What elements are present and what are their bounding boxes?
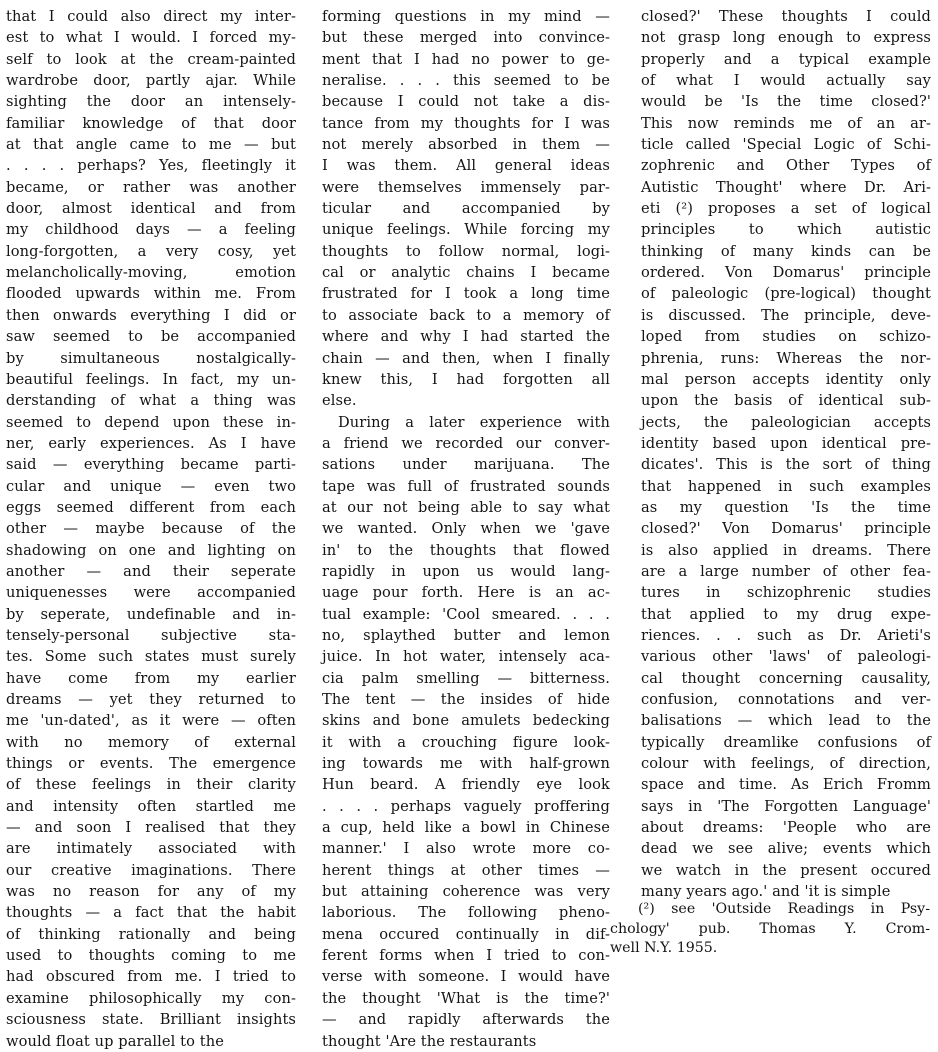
- text-line: ing towards me with half-grown: [322, 755, 610, 773]
- text-line: neralise. . . . this seemed to be: [322, 72, 610, 90]
- text-line: verse with someone. I would have: [322, 968, 610, 986]
- text-line: but attaining coherence was very: [322, 883, 610, 901]
- text-line: loped from studies on schizo-: [641, 328, 931, 346]
- text-line: uage pour forth. Here is an ac-: [322, 584, 610, 602]
- text-line: mal person accepts identity only: [641, 370, 931, 388]
- text-line: confusion, connotations and ver-: [641, 691, 931, 708]
- text-line: eggs seemed different from each: [6, 498, 296, 516]
- text-line: ner, early experiences. As I have: [6, 434, 296, 452]
- text-line: about dreams: 'People who are: [641, 819, 931, 837]
- text-line: skins and bone amulets bedecking: [322, 712, 610, 730]
- text-line: seemed to depend upon these in-: [6, 413, 296, 431]
- text-line: of these feelings in their clarity: [6, 776, 296, 794]
- text-column-2: [322, 6, 610, 1052]
- text-line: familiar knowledge of that door: [6, 114, 296, 132]
- text-line: it with a crouching figure look-: [322, 733, 610, 751]
- text-line: because I could not take a dis-: [322, 93, 610, 111]
- text-line: but these merged into convince-: [322, 29, 610, 47]
- text-line: thought 'Are the restaurants: [322, 1032, 537, 1050]
- text-line: . . . . perhaps? Yes, fleetingly it: [6, 157, 296, 175]
- text-line: cular and unique — even two: [6, 477, 296, 495]
- text-line: not merely absorbed in them —: [322, 136, 610, 154]
- text-line: that happened in such examples: [641, 477, 931, 495]
- text-line: other — maybe because of the: [6, 520, 296, 538]
- text-line: says in 'The Forgotten Language': [641, 797, 931, 815]
- text-line: used to thoughts coming to me: [6, 947, 296, 965]
- text-line: unique feelings. While forcing my: [322, 221, 610, 239]
- text-line: had obscured from me. I tried to: [6, 968, 296, 986]
- text-line: juice. In hot water, intensely aca-: [322, 648, 610, 666]
- footnote-line: well N.Y. 1955.: [610, 940, 718, 956]
- text-line: . . . . perhaps vaguely proffering: [322, 797, 610, 815]
- text-line: saw seemed to be accompanied: [6, 328, 296, 346]
- text-line: thinking of many kinds can be: [641, 242, 931, 260]
- text-column-1: [6, 6, 296, 1052]
- text-line: we watch in the present occured: [641, 861, 931, 879]
- text-line: was no reason for any of my: [6, 883, 296, 901]
- text-line: sighting the door an intensely-: [6, 93, 296, 111]
- text-line: said — everything became parti-: [6, 456, 296, 474]
- text-line: became, or rather was another: [6, 178, 296, 196]
- text-line: of what I would actually say: [641, 72, 931, 90]
- text-line: properly and a typical example: [641, 50, 931, 68]
- text-line: identity based upon identical pre-: [641, 434, 931, 452]
- text-line: manner.' I also wrote more co-: [322, 840, 610, 858]
- text-line: flooded upwards within me. From: [6, 285, 296, 303]
- text-line: rapidly in upon us would lang-: [322, 562, 610, 580]
- text-line: Hun beard. A friendly eye look: [322, 776, 610, 794]
- text-line: The tent — the insides of hide: [322, 691, 610, 708]
- text-line: This now reminds me of an ar-: [641, 114, 931, 132]
- text-line: is discussed. The principle, deve-: [641, 306, 931, 324]
- footnote-line: (²) see 'Outside Readings in Psy-: [638, 901, 930, 917]
- text-line: thoughts — a fact that the habit: [6, 904, 296, 922]
- text-line: Autistic Thought' where Dr. Ari-: [641, 178, 931, 196]
- text-line: upon the basis of identical sub-: [641, 392, 931, 410]
- text-column-3: [641, 6, 931, 902]
- text-line: colour with feelings, of direction,: [641, 755, 931, 773]
- text-line: examine philosophically my con-: [6, 989, 296, 1007]
- text-line: phrenia, runs: Whereas the nor-: [641, 349, 931, 367]
- text-line: principles to which autistic: [641, 221, 931, 239]
- text-line: ticle called 'Special Logic of Schi-: [641, 136, 931, 154]
- text-line: a cup, held like a bowl in Chinese: [322, 819, 610, 837]
- text-line: were themselves immensely par-: [322, 178, 610, 196]
- text-line: tual example: 'Cool smeared. . . .: [322, 605, 610, 623]
- text-line: I was them. All general ideas: [322, 157, 610, 175]
- text-line: at that angle came to me — but: [6, 136, 296, 154]
- text-line: derstanding of what a thing was: [6, 392, 296, 410]
- text-line: that applied to my drug expe-: [641, 605, 931, 623]
- text-line: closed?' Von Domarus' principle: [641, 520, 931, 538]
- text-line: at our not being able to say what: [322, 498, 610, 516]
- text-line: with no memory of external: [6, 733, 296, 751]
- text-line: another — and their seperate: [6, 562, 296, 580]
- text-line: closed?' These thoughts I could: [641, 8, 931, 25]
- text-line: in' to the thoughts that flowed: [322, 541, 610, 559]
- text-line: we wanted. Only when we 'gave: [322, 520, 610, 538]
- text-line: would be 'Is the time closed?': [641, 93, 931, 111]
- text-line: ferent forms when I tried to con-: [322, 947, 610, 965]
- text-line: is also applied in dreams. There: [641, 541, 931, 559]
- text-line: by simultaneous nostalgically-: [6, 349, 296, 367]
- text-line: During a later experience with: [338, 413, 610, 431]
- text-line: shadowing on one and lighting on: [6, 541, 296, 559]
- text-line: cal thought concerning causality,: [641, 669, 931, 687]
- text-line: melancholically-moving, emotion: [6, 264, 296, 282]
- text-line: laborious. The following pheno-: [322, 904, 610, 922]
- text-line: frustrated for I took a long time: [322, 285, 610, 303]
- text-line: me 'un-dated', as it were — often: [6, 712, 296, 730]
- text-line: tes. Some such states must surely: [6, 648, 296, 666]
- text-line: dead we see alive; events which: [641, 840, 931, 858]
- text-line: door, almost identical and from: [6, 200, 296, 218]
- text-line: ment that I had no power to ge-: [322, 50, 610, 68]
- text-line: are intimately associated with: [6, 840, 296, 858]
- text-line: mena occured continually in dif-: [322, 925, 610, 943]
- text-line: chain — and then, when I finally: [322, 349, 610, 367]
- text-line: cia palm smelling — bitterness.: [322, 669, 610, 687]
- text-line: typically dreamlike confusions of: [641, 733, 931, 751]
- text-line: that I could also direct my inter-: [6, 8, 296, 25]
- text-line: things or events. The emergence: [6, 755, 296, 773]
- text-line: beautiful feelings. In fact, my un-: [6, 370, 296, 388]
- text-line: long-forgotten, a very cosy, yet: [6, 242, 296, 260]
- text-line: not grasp long enough to express: [641, 29, 931, 47]
- text-line: tensely-personal subjective sta-: [6, 626, 296, 644]
- text-line: of paleologic (pre-logical) thought: [641, 285, 931, 303]
- text-line: — and rapidly afterwards the: [322, 1011, 610, 1029]
- text-line: various other 'laws' of paleologi-: [641, 648, 931, 666]
- text-line: dicates'. This is the sort of thing: [641, 456, 931, 474]
- text-line: and intensity often startled me: [6, 797, 296, 815]
- text-line: uniquenesses were accompanied: [6, 584, 296, 602]
- text-line: wardrobe door, partly ajar. While: [6, 72, 296, 90]
- text-line: a friend we recorded our conver-: [322, 434, 610, 452]
- text-line: zophrenic and Other Types of: [641, 157, 931, 175]
- text-line: by seperate, undefinable and in-: [6, 605, 296, 623]
- text-line: no, splaythed butter and lemon: [322, 626, 610, 644]
- text-line: tance from my thoughts for I was: [322, 114, 610, 132]
- footnote: [610, 900, 930, 959]
- text-line: dreams — yet they returned to: [6, 691, 296, 708]
- text-line: the thought 'What is the time?': [322, 989, 610, 1007]
- text-line: have come from my earlier: [6, 669, 296, 687]
- text-line: balisations — which lead to the: [641, 712, 931, 730]
- text-line: our creative imaginations. There: [6, 861, 296, 879]
- text-line: sations under marijuana. The: [322, 456, 610, 474]
- text-line: riences. . . such as Dr. Arieti's: [641, 626, 931, 644]
- text-line: many years ago.' and 'it is simple: [641, 883, 891, 901]
- text-line: tape was full of frustrated sounds: [322, 477, 610, 495]
- text-line: herent things at other times —: [322, 861, 610, 879]
- text-line: else.: [322, 392, 357, 410]
- text-line: my childhood days — a feeling: [6, 221, 296, 239]
- text-line: self to look at the cream-painted: [6, 50, 296, 68]
- text-line: of thinking rationally and being: [6, 925, 296, 943]
- text-line: — and soon I realised that they: [6, 819, 296, 837]
- text-line: sciousness state. Brilliant insights: [6, 1011, 296, 1029]
- footnote-line: chology' pub. Thomas Y. Crom-: [610, 920, 930, 937]
- text-line: ordered. Von Domarus' principle: [641, 264, 931, 282]
- text-line: jects, the paleologician accepts: [641, 413, 931, 431]
- text-line: then onwards everything I did or: [6, 306, 296, 324]
- text-line: as my question 'Is the time: [641, 498, 931, 516]
- text-line: forming questions in my mind —: [322, 8, 610, 25]
- text-line: est to what I would. I forced my-: [6, 29, 296, 47]
- text-line: would float up parallel to the: [6, 1032, 224, 1050]
- text-line: knew this, I had forgotten all: [322, 370, 610, 388]
- text-line: tures in schizophrenic studies: [641, 584, 931, 602]
- text-line: where and why I had started the: [322, 328, 610, 346]
- text-line: thoughts to follow normal, logi-: [322, 242, 610, 260]
- text-line: eti (²) proposes a set of logical: [641, 200, 931, 218]
- text-line: space and time. As Erich Fromm: [641, 776, 931, 794]
- text-line: are a large number of other fea-: [641, 562, 931, 580]
- text-line: to associate back to a memory of: [322, 306, 610, 324]
- text-line: cal or analytic chains I became: [322, 264, 610, 282]
- text-line: ticular and accompanied by: [322, 200, 610, 218]
